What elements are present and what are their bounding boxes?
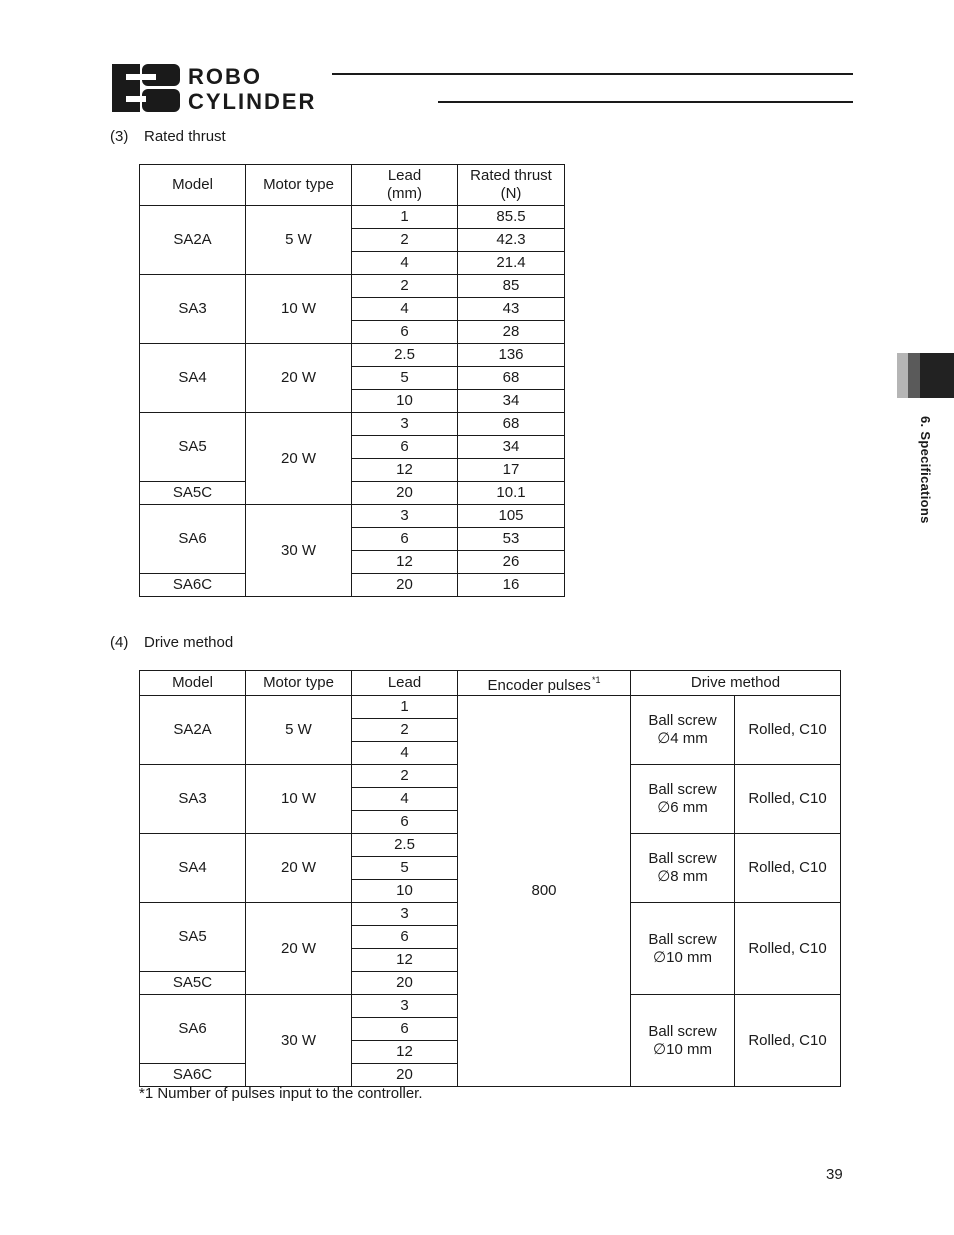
lead-cell: 2 (352, 229, 458, 252)
motor-cell: 20 W (246, 344, 352, 413)
thrust-cell: 68 (458, 367, 565, 390)
table-row (140, 344, 565, 367)
side-tab-mid (908, 353, 920, 398)
lead-cell: 1 (352, 696, 458, 719)
robo-cylinder-logo (112, 62, 432, 114)
table-row (140, 206, 565, 229)
lead-cell: 10 (352, 390, 458, 413)
section-title-text: Drive method (144, 634, 234, 651)
lead-cell: 12 (352, 949, 458, 972)
header-model: Model (140, 165, 246, 206)
lead-cell: 6 (352, 528, 458, 551)
thrust-cell: 26 (458, 551, 565, 574)
thrust-cell: 68 (458, 413, 565, 436)
svg-text:ROBO: ROBO (188, 64, 262, 89)
lead-cell: 12 (352, 551, 458, 574)
header-lead: Lead (mm) (352, 165, 458, 206)
lead-cell: 12 (352, 459, 458, 482)
motor-cell: 30 W (246, 995, 352, 1087)
model-cell: SA5C (140, 972, 246, 995)
lead-cell: 6 (352, 811, 458, 834)
header-motor-type: Motor type (246, 671, 352, 696)
lead-cell: 2.5 (352, 834, 458, 857)
thrust-cell: 136 (458, 344, 565, 367)
table-row (140, 482, 565, 505)
lead-cell: 12 (352, 1041, 458, 1064)
drive-method-table (139, 670, 841, 1087)
lead-cell: 10 (352, 880, 458, 903)
lead-cell: 20 (352, 972, 458, 995)
section-rated-thrust-title (110, 128, 226, 145)
table-row (140, 574, 565, 597)
screw-cell: Ball screw ∅6 mm (631, 765, 735, 834)
lead-cell: 6 (352, 321, 458, 344)
model-cell: SA6C (140, 1064, 246, 1087)
model-cell: SA5 (140, 903, 246, 972)
lead-cell: 20 (352, 1064, 458, 1087)
header-model: Model (140, 671, 246, 696)
lead-cell: 2 (352, 719, 458, 742)
model-cell: SA6 (140, 505, 246, 574)
header-motor-type: Motor type (246, 165, 352, 206)
thrust-cell: 10.1 (458, 482, 565, 505)
header-lead: Lead (352, 671, 458, 696)
side-tab-dark (920, 353, 954, 398)
lead-cell: 6 (352, 1018, 458, 1041)
lead-cell: 2 (352, 765, 458, 788)
section-number: (3) (110, 128, 129, 145)
lead-cell: 2.5 (352, 344, 458, 367)
lead-cell: 3 (352, 505, 458, 528)
page-number: 39 (826, 1166, 843, 1183)
motor-cell: 20 W (246, 834, 352, 903)
footnote-marker: *1 (591, 675, 601, 685)
table-row (140, 696, 841, 719)
grade-cell: Rolled, C10 (735, 903, 841, 995)
header-rated-thrust: Rated thrust (N) (458, 165, 565, 206)
table-row (140, 413, 565, 436)
grade-cell: Rolled, C10 (735, 995, 841, 1087)
motor-cell: 20 W (246, 903, 352, 995)
lead-cell: 5 (352, 857, 458, 880)
thrust-cell: 28 (458, 321, 565, 344)
header-encoder-pulses: Encoder pulses$^{*1}$ (458, 671, 631, 696)
motor-cell: 10 W (246, 765, 352, 834)
thrust-cell: 17 (458, 459, 565, 482)
thrust-cell: 34 (458, 390, 565, 413)
section-drive-method-title (110, 634, 233, 651)
motor-cell: 20 W (246, 413, 352, 505)
motor-cell: 10 W (246, 275, 352, 344)
thrust-cell: 34 (458, 436, 565, 459)
thrust-cell: 85 (458, 275, 565, 298)
lead-cell: 3 (352, 903, 458, 926)
lead-cell: 3 (352, 413, 458, 436)
lead-cell: 3 (352, 995, 458, 1018)
lead-cell: 20 (352, 482, 458, 505)
thrust-cell: 16 (458, 574, 565, 597)
model-cell: SA3 (140, 765, 246, 834)
screw-cell: Ball screw ∅10 mm (631, 995, 735, 1087)
model-cell: SA2A (140, 206, 246, 275)
motor-cell: 5 W (246, 696, 352, 765)
thrust-cell: 85.5 (458, 206, 565, 229)
header-rule-top (332, 73, 853, 75)
lead-cell: 4 (352, 742, 458, 765)
lead-cell: 1 (352, 206, 458, 229)
section-title-text: Rated thrust (144, 128, 226, 145)
motor-cell: 5 W (246, 206, 352, 275)
table-row (140, 505, 565, 528)
model-cell: SA6 (140, 995, 246, 1064)
grade-cell: Rolled, C10 (735, 834, 841, 903)
motor-cell: 30 W (246, 505, 352, 597)
section-number: (4) (110, 634, 129, 651)
chapter-tab-label: 6. Specifications (918, 416, 933, 524)
model-cell: SA6C (140, 574, 246, 597)
thrust-cell: 42.3 (458, 229, 565, 252)
svg-text:CYLINDER: CYLINDER (188, 89, 317, 114)
header-rule-bottom (438, 101, 853, 103)
lead-cell: 2 (352, 275, 458, 298)
lead-cell: 20 (352, 574, 458, 597)
grade-cell: Rolled, C10 (735, 696, 841, 765)
header-drive-method: Drive method (631, 671, 841, 696)
screw-cell: Ball screw ∅10 mm (631, 903, 735, 995)
screw-cell: Ball screw ∅4 mm (631, 696, 735, 765)
lead-cell: 6 (352, 926, 458, 949)
lead-cell: 6 (352, 436, 458, 459)
lead-cell: 4 (352, 252, 458, 275)
footnote: *1 Number of pulses input to the controller. (139, 1085, 423, 1102)
lead-cell: 4 (352, 788, 458, 811)
thrust-cell: 21.4 (458, 252, 565, 275)
model-cell: SA4 (140, 344, 246, 413)
rated-thrust-table (139, 164, 565, 597)
lead-cell: 4 (352, 298, 458, 321)
screw-cell: Ball screw ∅8 mm (631, 834, 735, 903)
grade-cell: Rolled, C10 (735, 765, 841, 834)
model-cell: SA4 (140, 834, 246, 903)
thrust-cell: 43 (458, 298, 565, 321)
encoder-pulses-cell: 800 (458, 696, 631, 1087)
lead-cell: 5 (352, 367, 458, 390)
model-cell: SA5 (140, 413, 246, 482)
table-row (140, 275, 565, 298)
thrust-cell: 105 (458, 505, 565, 528)
model-cell: SA2A (140, 696, 246, 765)
side-tab-light (897, 353, 908, 398)
model-cell: SA5C (140, 482, 246, 505)
model-cell: SA3 (140, 275, 246, 344)
thrust-cell: 53 (458, 528, 565, 551)
